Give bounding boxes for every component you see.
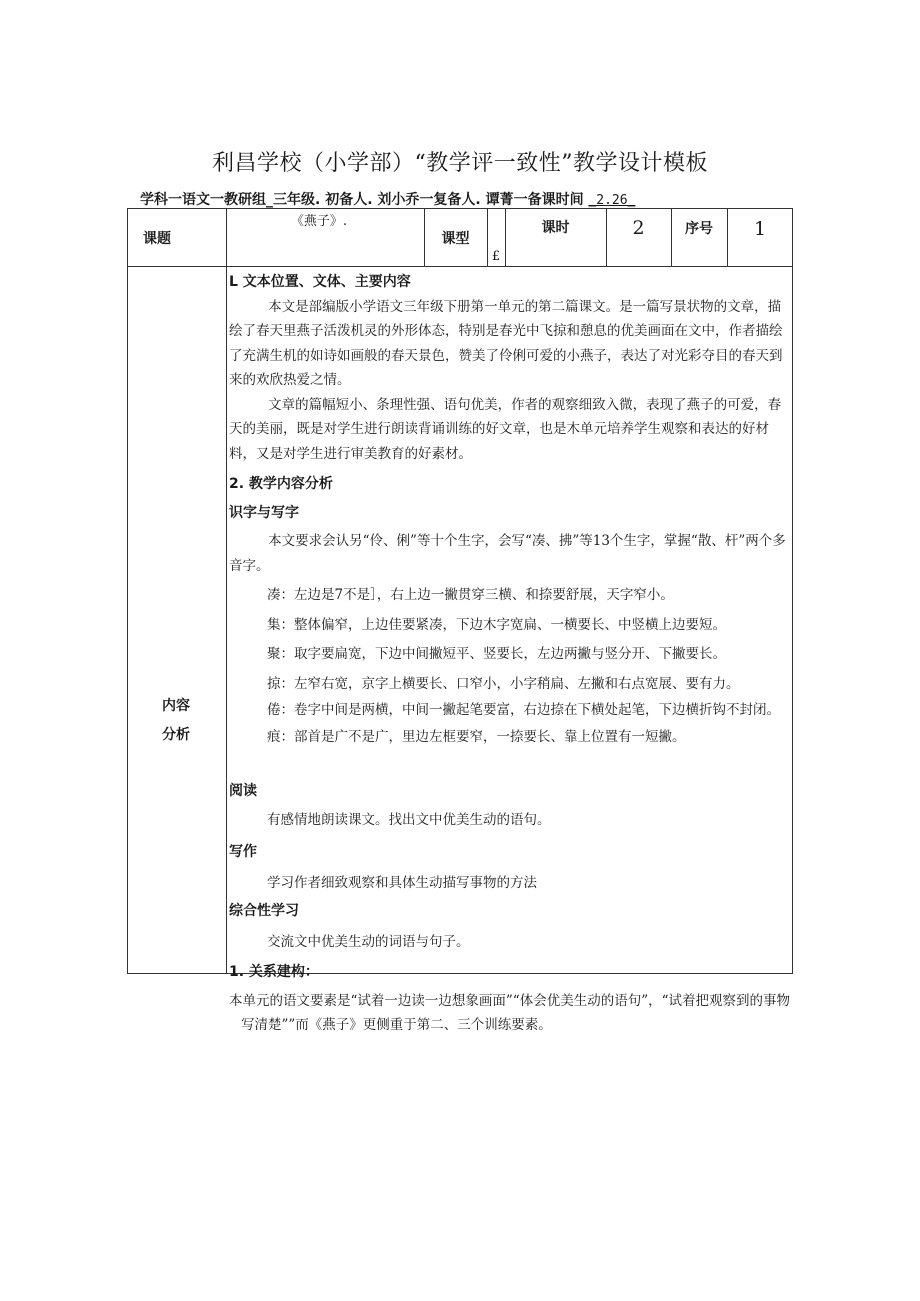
page-title: 利昌学校（小学部）“教学评一致性”教学设计模板 [212, 151, 708, 176]
char-note: 掠：左窄右宽，京字上横要长、口窄小，小字稍扁、左撇和右点宽展、要有力。 [267, 675, 740, 692]
char-note: 倦：卷字中间是两横，中间一撇起笔要富，右边捺在下横处起笔，下边横折钩不封闭。 [267, 702, 780, 718]
hours-text: 2 [632, 216, 645, 239]
seq-label [671, 209, 727, 266]
paragraph: 学习作者细致观察和具体生动描写事物的方法 [267, 874, 537, 891]
topic-text: 《燕子》. [290, 214, 348, 229]
heading-text-position: L 文本位置、文体、主要内容 [229, 274, 411, 290]
heading-comprehensive: 综合性学习 [229, 903, 299, 919]
paragraph: 本单元的语文要素是“试着一边读一边想象画面”“体会优美生动的语句”，“试着把观察到的事物写清楚””而《燕子》更侧重于第二、三个训练要素。 [229, 992, 791, 1033]
hours-value [606, 209, 671, 266]
paragraph: 本文要求会认另“伶、俐”等十个生字，会写“凑、拂”等13个生字，掌握“散、杆”两个多音字。 [229, 533, 786, 574]
section-label-1: 内容 [162, 698, 190, 714]
char-note: 凑：左边是7不是］，右上边一撇贯穿三横、和捺要舒展，天字窄小。 [267, 587, 674, 603]
topic-label: 课题 [143, 230, 171, 247]
paragraph: 文章的篇幅短小、条理性强、语句优美，作者的观察细致入微，表现了燕子的可爱，春天的美丽，既是对学生进行朗读背诵训练的好文章，也是木单元培养学生观察和表达的好材料，又是对学生进行审美教育的好素材。 [229, 396, 782, 462]
type-text: £ [491, 249, 501, 264]
topic-value [226, 209, 424, 266]
paragraph: 交流文中优美生动的词语与句子。 [267, 933, 470, 950]
type-value [487, 209, 505, 266]
char-note: 聚：取字要扁宽，下边中间撇短平、竖要长，左边两撇与竖分开、下撇要长。 [267, 646, 726, 662]
content-area [229, 270, 792, 1038]
section-label-2: 分析 [162, 727, 190, 743]
meta-line [140, 189, 635, 209]
heading-reading: 阅读 [229, 783, 257, 799]
seq-value [727, 209, 793, 266]
char-note: 集：整体偏窄，上边佳要紧凑，下边木字宽扁、一横要长、中竖横上边要短。 [267, 616, 726, 633]
heading-relation: 1. 关系建构： [229, 964, 319, 980]
paragraph: 本文是部编版小学语文三年级下册第一单元的第二篇课文。是一篇写景状物的文章，描绘了春天里燕子活泼机灵的外形体态，特别是春光中飞掠和憩息的优美画面在文中，作者描绘了充满生机的如诗如画般的春天景色，赞美了伶俐可爱的小燕子，表达了对光彩夺目的春天到来的欢欣热爱之情。 [229, 298, 783, 388]
col-divider [226, 208, 227, 974]
section-label [127, 692, 225, 750]
heading-literacy: 识字与写字 [229, 504, 299, 521]
heading-writing: 写作 [229, 844, 257, 860]
paragraph: 有感情地朗读课文。找出文中优美生动的语句。 [267, 811, 551, 828]
seq-text: 1 [753, 217, 767, 240]
seq-label-text: 序号 [685, 220, 713, 237]
hours-label [505, 209, 606, 266]
char-note: 痕：部首是广不是广，里边左框要窄，一捺要长、靠上位置有一短撇。 [267, 728, 686, 745]
heading-content-analysis: 2. 教学内容分析 [229, 476, 333, 492]
type-label: 课型 [441, 230, 470, 247]
meta-date: _2.26_ [588, 193, 636, 208]
meta-text: 学科一语文一教研组_三年级. 初备人. 刘小乔一复备人. 谭菁一备课时间 [140, 192, 584, 208]
hours-label-text: 课时 [541, 219, 570, 236]
